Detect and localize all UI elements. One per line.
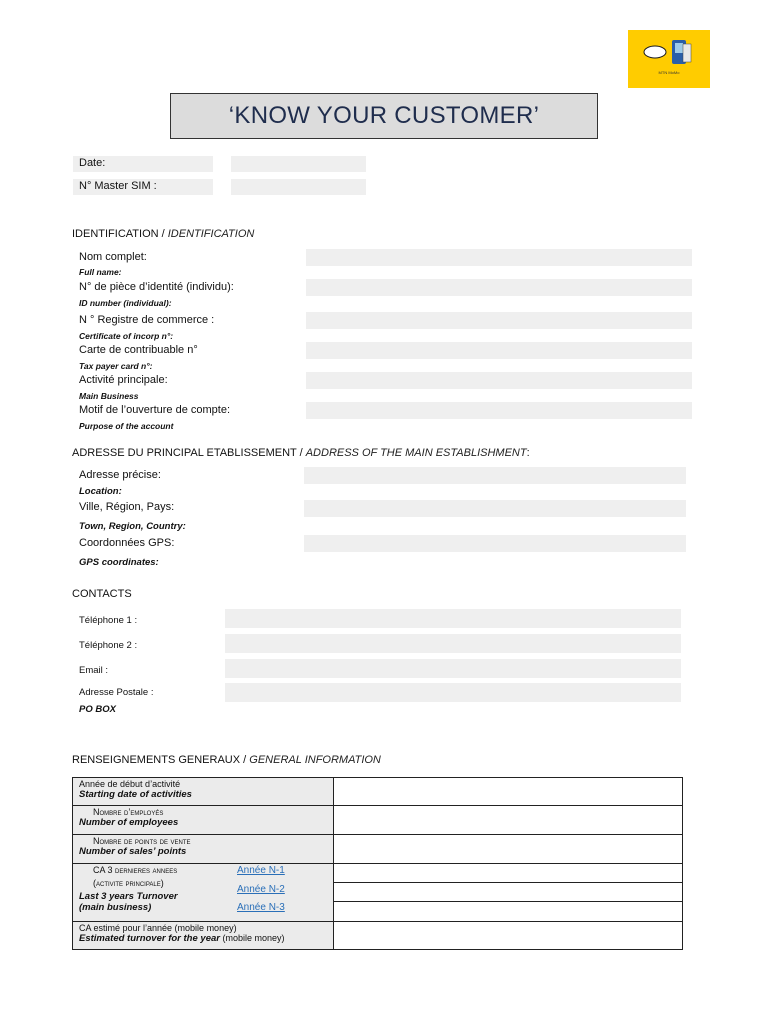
email-input[interactable] xyxy=(225,659,681,678)
general-info-heading-en: GENERAL INFORMATION xyxy=(249,754,381,766)
gps-label: Coordonnées GPS: xyxy=(79,537,175,549)
employees-label-cell xyxy=(73,806,334,835)
main-activity-label: Activité principale: xyxy=(79,374,168,386)
gps-label-en: GPS coordinates: xyxy=(79,557,159,568)
mtn-momo-logo xyxy=(628,30,710,88)
turnover-label-cell xyxy=(73,864,334,922)
phone2-input[interactable] xyxy=(225,634,681,653)
turnover-label-line1: CA 3 dernieres annees xyxy=(93,865,178,875)
address-heading-fr: ADRESSE DU PRINCIPAL ETABLISSEMENT / xyxy=(72,447,306,459)
year-n3-link[interactable]: Année N-3 xyxy=(237,902,285,913)
address-heading xyxy=(72,447,530,459)
town-label: Ville, Région, Pays: xyxy=(79,501,175,513)
estimated-turnover-label-en-wrap xyxy=(79,933,327,944)
master-sim-input[interactable] xyxy=(231,179,366,195)
phone2-label: Téléphone 2 : xyxy=(79,640,138,651)
full-name-label-en: Full name: xyxy=(79,267,122,277)
location-input[interactable] xyxy=(304,467,686,484)
employees-input[interactable] xyxy=(334,806,683,835)
table-row xyxy=(73,806,683,835)
address-heading-en: ADDRESS OF THE MAIN ESTABLISHMENT xyxy=(305,447,527,459)
identification-heading xyxy=(72,228,254,240)
location-label: Adresse précise: xyxy=(79,469,161,481)
estimated-turnover-input[interactable] xyxy=(334,922,683,950)
postal-address-input[interactable] xyxy=(225,683,681,702)
year-n1-link[interactable]: Année N-1 xyxy=(237,865,285,876)
id-number-label: N° de pièce d’identité (individu): xyxy=(79,281,234,293)
phone1-input[interactable] xyxy=(225,609,681,628)
start-date-input[interactable] xyxy=(334,778,683,806)
taxpayer-card-input[interactable] xyxy=(306,342,692,359)
estimated-turnover-label-en-suffix: (mobile money) xyxy=(219,933,285,943)
id-number-label-en: ID number (individual): xyxy=(79,298,172,308)
turnover-label-line2: (activite principale) xyxy=(93,878,164,888)
sales-points-label-en: Number of sales’ points xyxy=(79,846,187,857)
master-sim-label-cell xyxy=(73,179,213,195)
estimated-turnover-label-en: Estimated turnover for the year xyxy=(79,933,220,944)
master-sim-label: N° Master SIM : xyxy=(79,180,157,192)
general-info-heading xyxy=(72,754,381,766)
sales-points-label-cell xyxy=(73,835,334,864)
identification-heading-en: IDENTIFICATION xyxy=(167,228,255,240)
turnover-label-en-line2: (main business) xyxy=(79,902,152,913)
id-number-input[interactable] xyxy=(306,279,692,296)
start-date-label-en: Starting date of activities xyxy=(79,789,192,800)
employees-label-en: Number of employees xyxy=(79,817,179,828)
estimated-turnover-label-cell xyxy=(73,922,334,950)
phone1-label: Téléphone 1 : xyxy=(79,615,138,626)
taxpayer-card-label: Carte de contribuable n° xyxy=(79,344,198,356)
employees-label: Nombre d’employés xyxy=(93,807,164,817)
table-row xyxy=(73,778,683,806)
turnover-n3-input[interactable] xyxy=(334,902,682,921)
taxpayer-card-label-en: Tax payer card n°: xyxy=(79,361,153,371)
sales-points-input[interactable] xyxy=(334,835,683,864)
date-input[interactable] xyxy=(231,156,366,172)
page-title: ‘KNOW YOUR CUSTOMER’ xyxy=(228,102,540,129)
general-info-heading-fr: RENSEIGNEMENTS GENERAUX / xyxy=(72,754,250,766)
table-row xyxy=(73,922,683,950)
table-row xyxy=(73,835,683,864)
year-n2-link[interactable]: Année N-2 xyxy=(237,884,285,895)
turnover-label-en-line1: Last 3 years Turnover xyxy=(79,891,178,902)
turnover-inputs xyxy=(334,864,683,922)
contacts-heading: CONTACTS xyxy=(72,588,132,600)
start-date-label-cell xyxy=(73,778,334,806)
account-purpose-label-en: Purpose of the account xyxy=(79,421,174,431)
po-box-label: PO BOX xyxy=(79,704,116,715)
start-date-label: Année de début d’activité xyxy=(79,779,181,789)
town-label-en: Town, Region, Country: xyxy=(79,521,186,532)
identification-heading-fr: IDENTIFICATION / xyxy=(72,228,168,240)
trade-register-label-en: Certificate of incorp n°: xyxy=(79,331,174,341)
postal-address-label: Adresse Postale : xyxy=(79,687,154,698)
account-purpose-label: Motif de l’ouverture de compte: xyxy=(79,404,231,416)
full-name-label: Nom complet: xyxy=(79,251,147,263)
sales-points-label: Nombre de points de vente xyxy=(93,836,191,846)
date-label: Date: xyxy=(79,157,106,169)
location-label-en: Location: xyxy=(79,486,122,497)
email-label: Email : xyxy=(79,665,109,676)
trade-register-label: N ° Registre de commerce : xyxy=(79,314,215,326)
address-heading-suffix: : xyxy=(526,447,530,459)
general-info-table xyxy=(72,777,683,950)
page-title-box xyxy=(170,93,598,139)
full-name-input[interactable] xyxy=(306,249,692,266)
trade-register-input[interactable] xyxy=(306,312,692,329)
main-activity-label-en: Main Business xyxy=(79,391,139,401)
account-purpose-input[interactable] xyxy=(306,402,692,419)
logo-caption: MTN MoMo xyxy=(658,70,680,75)
main-activity-input[interactable] xyxy=(306,372,692,389)
gps-input[interactable] xyxy=(304,535,686,552)
estimated-turnover-label: CA estimé pour l’année (mobile money) xyxy=(79,923,237,933)
town-input[interactable] xyxy=(304,500,686,517)
date-label-cell xyxy=(73,156,213,172)
turnover-n2-input[interactable] xyxy=(334,883,682,902)
turnover-n1-input[interactable] xyxy=(334,864,682,883)
table-row xyxy=(73,864,683,922)
